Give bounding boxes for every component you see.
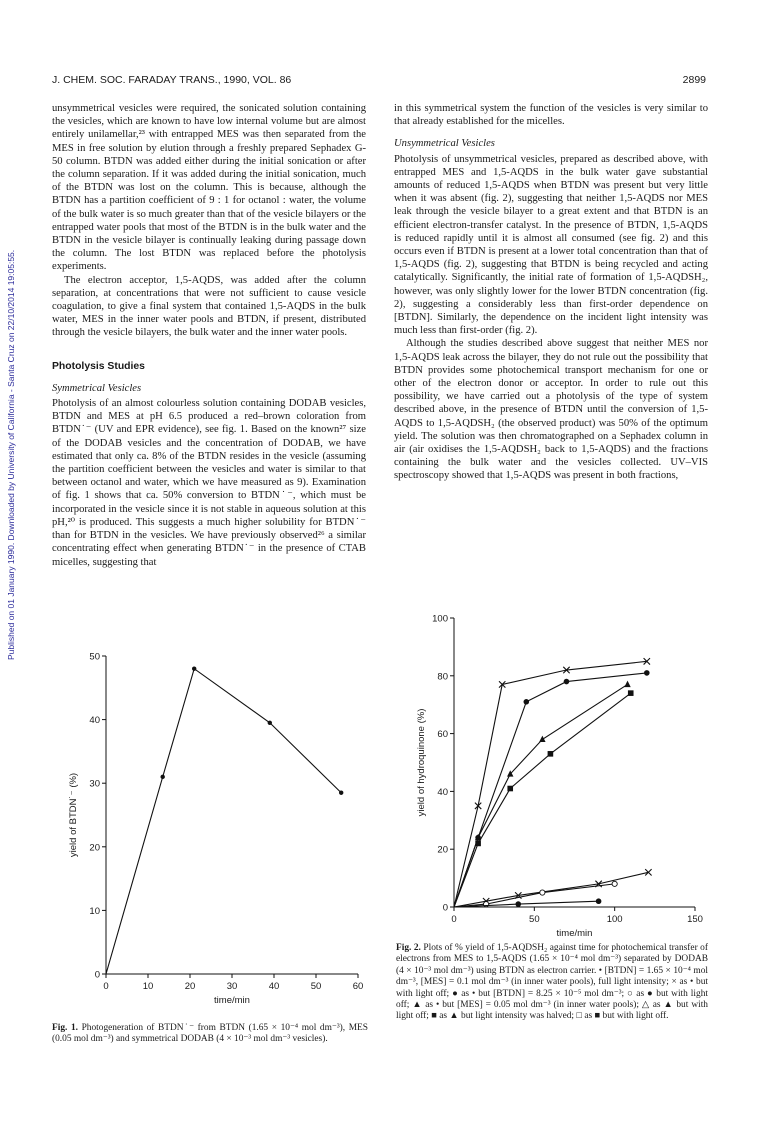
paragraph: Photolysis of an almost colourless solution containing DODAB vesicles, BTDN and MES at pH 6.5 produced a red–brown coloration from BTDN˙⁻ (UV and EPR evidence), see fig. 1. Based on the known²⁷ size of the DODAB vesicles and the concentration of DODAB, we have estimated that only ca. 8% of the BTDN resides in the vesicle (assuming the partition coefficient between the vesicles and water is similar to that between octanol and water, which we have measured as 9). Examination of fig. 1 shows that ca. 50% conversion to BTDN˙⁻, which must be incorporated in the vesicle since it is not stable in aqueous solution at this pH,²⁰ is produced. This suggests a much higher solubility for BTDN˙⁻ than for BTDN in the vesicles. We have previously observed²⁶ a similar concentrating effect when generating BTDN˙⁻ in the presence of CTAB micelles, suggesting that <box>52 398 366 568</box>
data-point <box>515 901 521 907</box>
journal-citation: J. CHEM. SOC. FARADAY TRANS., 1990, VOL. 86 <box>52 74 292 86</box>
data-point <box>564 679 570 685</box>
right-column <box>394 102 708 483</box>
y-tick-label: 0 <box>442 902 448 914</box>
y-tick-label: 50 <box>89 651 100 663</box>
x-tick-label: 60 <box>352 981 364 992</box>
paragraph: Photolysis of unsymmetrical vesicles, prepared as described above, with entrapped MES and 1,5-AQDS in the bulk water gave substantial amounts of reduced 1,5-AQDS when BTDN was present but very little when it was absent (fig. 2), suggesting that neither 1,5-AQDS nor MES leak through the vesicle bilayer to a great extent and that BTDN is an efficient electron-transfer catalyst. In the presence of BTDN, 1,5-AQDS is reduced rapidly until it is almost all consumed (see fig. 2) and this occurs even if BTDN is present at a lower total concentration than that of 1,5-AQDS (fig. 2), suggesting that BTDN is being recycled and acting catalytically. Significantly, the initial rate of formation of 1,5-AQDSH₂, however, was only slightly lower for the lower BTDN concentration (fig. 2), suggesting a considerably less than first-order dependence on [BTDN]. Similarly, the dependence on the incident light intensity was much less than first-order (fig. 2). <box>394 153 708 337</box>
x-axis-label: time/min <box>556 928 593 939</box>
x-tick-label: 10 <box>142 981 154 992</box>
y-tick-label: 20 <box>89 842 100 854</box>
y-tick-label: 40 <box>89 715 100 727</box>
data-point <box>192 667 196 671</box>
data-point <box>539 736 545 742</box>
data-point <box>161 775 165 779</box>
subsection-heading: Unsymmetrical Vesicles <box>394 138 495 150</box>
data-point <box>624 681 630 687</box>
x-tick-label: 20 <box>184 981 196 992</box>
x-tick-label: 150 <box>687 914 703 925</box>
figure-1 <box>52 648 372 1008</box>
paragraph: unsymmetrical vesicles were required, the sonicated solution containing the vesicles, which are known to have low internal volume but are almost entirely unilamellar,²³ with entrapped MES was then separated from the MES in free solution by elution through a freshly prepared Sephadex G-50 column. BTDN was added either during the initial sonication or after the column separation. If it was added during the initial sonication, much of the BTDN was lost on the column. This is because, although the BTDN has a partition coefficient of 9 : 1 for octanol : water, the volume of the bulk water is so much greater than that of the vesicle bilayers or the entrapped water pools that most of the BTDN is in the bulk water and the BTDN in the vesicle bilayer is continually leaking during passage down the column. The lost BTDN was replaced before the photolysis experiments. <box>52 103 366 273</box>
caption-text: Plots of % yield of 1,5-AQDSH₂ against time for photochemical transfer of electrons from MES to 1,5-AQDS (1.65 × 10⁻⁴ mol dm⁻³) separated by DODAB (4 × 10⁻³ mol dm⁻³) using BTDN as electron carrier. • [BTDN] = 1.65 × 10⁻⁴ mol dm⁻³, [MES] = 0.1 mol dm⁻³ (in inner water pools), full light intensity; × as • but with light off; ● as • but [BTDN] = 8.25 × 10⁻⁵ mol dm⁻³; ○ as ● but with light off; ▲ as • but [MES] = 0.05 mol dm⁻³ (in inner water pools); △ as ▲ but with light off; ■ as ▲ but light intensity was halved; □ as ■ but with light off. <box>396 943 708 1022</box>
x-tick-label: 0 <box>103 981 109 992</box>
y-axis-label: yield of hydroquinone (%) <box>416 708 427 817</box>
y-tick-label: 60 <box>437 729 448 741</box>
subsection-heading: Symmetrical Vesicles <box>52 382 142 394</box>
paragraph: Although the studies described above suggest that neither MES nor 1,5-AQDS leak across the bilayer, they do not rule out the possibility that BTDN provides some photochemical transport mechanism for one or other of the electron donor or acceptor. In order to rule out this possibility, we have carried out a photolysis of the type of system described above, in the presence of BTDN until the conversion of 1,5-AQDS to 1,5-AQDSH₂ (the observed product) was 50% of the optimum yield. The solution was then chromatographed on a Sephadex column in air (air oxidises the 1,5-AQDSH₂ back to 1,5-AQDS) and the fractions containing the bulk water and the vesicles collected. UV–VIS spectroscopy showed that 1,5-AQDS was present in both fractions, <box>394 338 708 482</box>
data-point <box>524 699 530 705</box>
series-line <box>454 693 631 907</box>
data-point <box>475 841 481 847</box>
x-tick-label: 50 <box>310 981 322 992</box>
series-line <box>454 661 647 907</box>
y-tick-label: 30 <box>89 778 100 790</box>
running-header <box>52 74 706 88</box>
series-line <box>454 872 648 907</box>
y-tick-label: 0 <box>94 969 100 981</box>
y-tick-label: 100 <box>432 613 448 625</box>
data-point <box>548 751 554 757</box>
figure-1-chart <box>52 648 372 1008</box>
data-point <box>540 890 545 895</box>
x-tick-label: 0 <box>451 914 457 925</box>
y-tick-label: 40 <box>437 786 448 798</box>
caption-text: Photogeneration of BTDN˙⁻ from BTDN (1.65 × 10⁻⁴ mol dm⁻³), MES (0.05 mol dm⁻³) and symmetrical DODAB (4 × 10⁻³ mol dm⁻³ vesicles). <box>52 1023 368 1045</box>
figure-2-chart <box>396 596 708 939</box>
series-line <box>106 669 341 974</box>
y-axis-label: yield of BTDN˙⁻ (%) <box>68 772 79 858</box>
x-axis-label: time/min <box>214 995 250 1006</box>
section-heading: Photolysis Studies <box>52 360 145 372</box>
caption-label: Fig. 1. <box>52 1023 78 1033</box>
caption-label: Fig. 2. <box>396 943 421 953</box>
page-number: 2899 <box>682 74 706 86</box>
data-point <box>339 791 343 795</box>
y-tick-label: 10 <box>89 905 100 917</box>
figure-2-caption <box>396 943 708 1023</box>
y-tick-label: 20 <box>437 844 448 856</box>
series-line <box>454 673 647 907</box>
left-column <box>52 102 366 569</box>
data-point <box>507 786 513 792</box>
x-tick-label: 40 <box>268 981 280 992</box>
paragraph: in this symmetrical system the function of the vesicles is very similar to that already established for the micelles. <box>394 103 708 128</box>
x-tick-label: 100 <box>606 914 623 925</box>
data-point <box>612 881 617 886</box>
figure-2 <box>396 596 708 939</box>
data-point <box>628 690 634 696</box>
side-note: Published on 01 January 1990. Downloaded by University of California - Santa Cruz on 22/10/2014 19:05:55. <box>6 249 16 660</box>
x-tick-label: 50 <box>529 914 540 925</box>
y-tick-label: 80 <box>437 671 448 683</box>
data-point <box>644 670 650 676</box>
figure-1-caption <box>52 1023 368 1046</box>
data-point <box>268 721 272 725</box>
paragraph: The electron acceptor, 1,5-AQDS, was added after the column separation, at concentrations that were not sufficient to cause vesicle coagulation, to give a final system that contained 1,5-AQDS in the bulk water, MES in the inner water pools and BTDN, if present, distributed through the vesicle bilayers, the bulk water and the inner water pools. <box>52 274 366 339</box>
x-tick-label: 30 <box>226 981 238 992</box>
data-point <box>596 898 602 904</box>
series-line <box>454 901 599 907</box>
